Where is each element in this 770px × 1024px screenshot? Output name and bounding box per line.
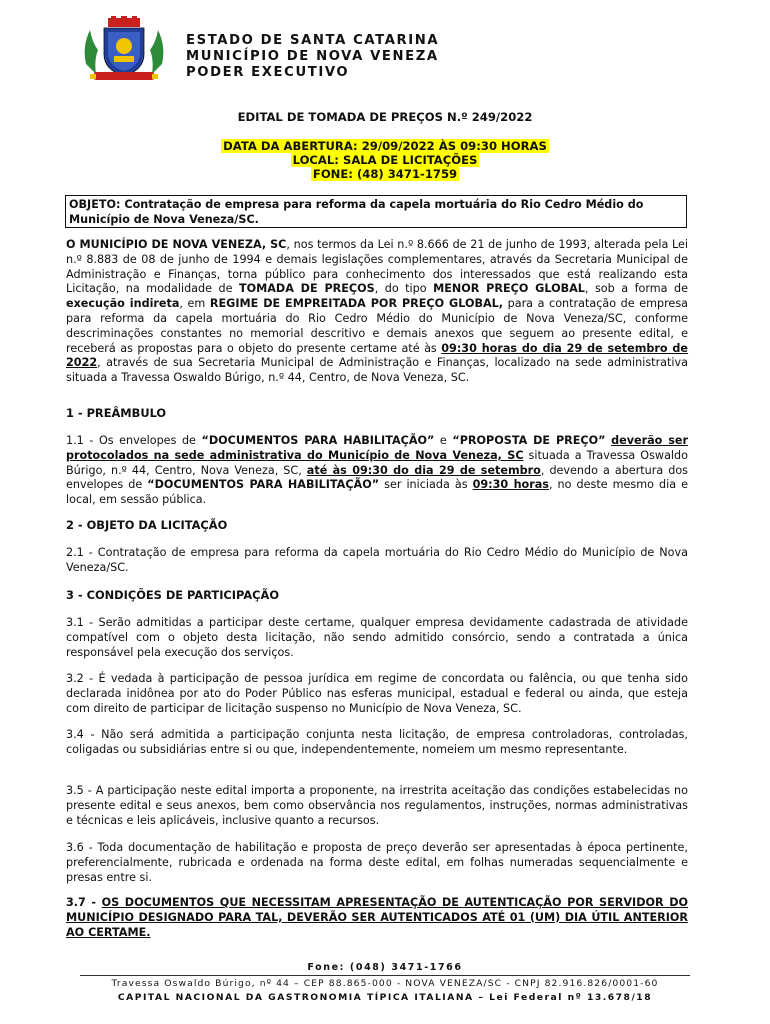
opening-info: [0, 139, 770, 181]
paragraph-2-1: 2.1 - Contratação de empresa para reforma da capela mortuária do Rio Cedro Médio do Município de Nova Veneza/SC.: [66, 546, 688, 574]
paragraph-3-7: 3.7 - OS DOCUMENTOS QUE NECESSITAM APRESENTAÇÃO DE AUTENTICAÇÃO POR SERVIDOR DO MUNICÍPIO DESIGNADO PARA TAL, DEVERÃO SER AUTENTICADOS ATÉ 01 (UM) DIA ÚTIL ANTERIOR AO CERTAME.: [66, 896, 688, 939]
section-2-heading: 2 - OBJETO DA LICITAÇÃO: [66, 518, 228, 532]
paragraph-1-1: 1.1 - Os envelopes de “DOCUMENTOS PARA HABILITAÇÃO” e “PROPOSTA DE PREÇO” deverão ser protocolados na sede administrativa do Município de Nova Veneza, SC situada a Travessa Oswaldo Búrigo, n.º 44, Centro, Nova Veneza, SC, até às 09:30 do dia 29 de setembro, devendo a abertura dos envelopes de “DOCUMENTOS PARA HABILITAÇÃO” ser iniciada às 09:30 horas, no deste mesmo dia e local, em sessão pública.: [66, 434, 689, 507]
header-power: PODER EXECUTIVO: [186, 65, 350, 80]
opening-date: DATA DA ABERTURA: 29/09/2022 ÀS 09:30 HORAS: [223, 139, 547, 153]
header-municipality: MUNICÍPIO DE NOVA VENEZA: [186, 49, 439, 64]
section-1-heading: 1 - PREÂMBULO: [66, 406, 167, 420]
objeto-box: OBJETO: Contratação de empresa para reforma da capela mortuária do Rio Cedro Médio do Município de Nova Veneza/SC.: [65, 195, 687, 228]
paragraph-3-6: 3.6 - Toda documentação de habilitação e proposta de preço deverão ser apresentadas à época pertinente, preferencialmente, rubricada e ordenada na forma deste edital, em folhas numeradas sequencialmente e presas entre si.: [66, 841, 688, 884]
paragraph-3-2: 3.2 - É vedada à participação de pessoa jurídica em regime de concordata ou falência, ou que tenha sido declarada inidônea por ato do Poder Público nas esferas municipal, estadual e federal ou ainda, que esteja com direito de participar de licitação suspenso no Município de Nova Veneza, SC.: [66, 672, 688, 715]
letterhead: [186, 33, 439, 81]
paragraph-3-4: 3.4 - Não será admitida a participação conjunta nesta licitação, de empresa controladoras, controladas, coligadas ou subsidiárias entre si ou que, independentemente, nomeiem um mesmo representante.: [66, 728, 688, 756]
opening-location: LOCAL: SALA DE LICITAÇÕES: [292, 153, 478, 167]
intro-paragraph: O MUNICÍPIO DE NOVA VENEZA, SC, nos termos da Lei n.º 8.666 de 21 de junho de 1993, alterada pela Lei n.º 8.883 de 08 de junho de 1994 e demais legislações complementares, através da Secretaria Municipal de Administração e Finanças, torna público para conhecimento dos interessados que está realizando esta Licitação, na modalidade de TOMADA DE PREÇOS, do tipo MENOR PREÇO GLOBAL, sob a forma de execução indireta, em REGIME DE EMPREITADA POR PREÇO GLOBAL, para a contratação de empresa para reforma da capela mortuária do Rio Cedro Médio do Município de Nova Veneza/SC, conforme descriminações constantes no memorial descritivo e demais anexos que seguem ao presente edital, e receberá as propostas para o objeto do presente certame até às 09:30 horas do dia 29 de setembro de 2022, através de sua Secretaria Municipal de Administração e Finanças, localizado na sede administrativa situada a Travessa Oswaldo Búrigo, n.º 44, Centro, de Nova Veneza, SC.: [66, 238, 689, 385]
paragraph-3-5: 3.5 - A participação neste edital importa a proponente, na irrestrita aceitação das condições estabelecidas no presente edital e seus anexos, bem como observância nos regulamentos, instruções, normas administrativas e técnicas e leis aplicáveis, inclusive quanto a recursos.: [66, 784, 688, 827]
coat-of-arms-icon: [80, 16, 168, 84]
opening-phone: FONE: (48) 3471-1759: [312, 167, 458, 181]
header-state: ESTADO DE SANTA CATARINA: [186, 33, 440, 48]
footer-divider: [80, 975, 690, 976]
document-title: EDITAL DE TOMADA DE PREÇOS N.º 249/2022: [237, 110, 533, 124]
footer-phone: Fone: (048) 3471-1766: [307, 962, 463, 973]
footer-motto: CAPITAL NACIONAL DA GASTRONOMIA TÍPICA ITALIANA – Lei Federal nº 13.678/18: [117, 992, 653, 1003]
section-3-heading: 3 - CONDIÇÕES DE PARTICIPAÇÃO: [66, 588, 280, 602]
paragraph-3-1: 3.1 - Serão admitidas a participar deste certame, qualquer empresa devidamente cadastrada de atividade compatível com o objeto desta licitação, não sendo admitido consórcio, sendo a contratada a única responsável pela execução dos serviços.: [66, 616, 688, 659]
footer-address: Travessa Oswaldo Búrigo, nº 44 – CEP 88.865-000 - NOVA VENEZA/SC - CNPJ 82.916.826/0001-60: [111, 978, 659, 989]
